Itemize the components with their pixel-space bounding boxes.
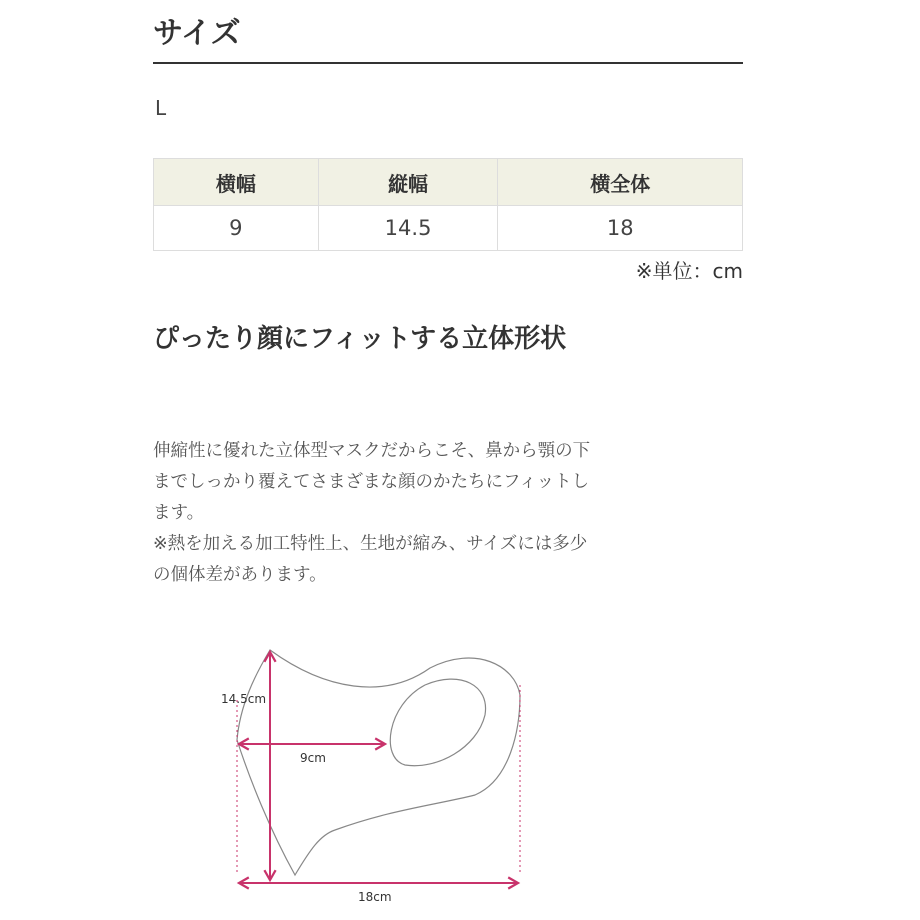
value-total-width: 18 bbox=[498, 206, 743, 251]
total-width-label: 18cm bbox=[358, 890, 392, 904]
value-height: 14.5 bbox=[318, 206, 498, 251]
size-table-header-row bbox=[154, 159, 743, 206]
unit-note: ※単位：cm bbox=[635, 259, 743, 283]
feature-heading: ぴったり顔にフィットする立体形状 bbox=[153, 324, 567, 354]
width-label: 9cm bbox=[300, 751, 326, 765]
height-label: 14.5cm bbox=[221, 692, 267, 706]
size-table-value-row bbox=[154, 206, 743, 251]
size-table bbox=[153, 158, 743, 251]
feature-description: 伸縮性に優れた立体型マスクだからこそ、鼻から顎の下までしっかり覆えてさまざまな顔のかたちにフィットします。 bbox=[153, 441, 591, 523]
section-title: サイズ bbox=[153, 16, 241, 51]
value-width: 9 bbox=[154, 206, 319, 251]
feature-note: ※熱を加える加工特性上、生地が縮み、サイズには多少の個体差があります。 bbox=[153, 534, 588, 585]
title-divider bbox=[153, 62, 743, 64]
mask-ear-loop bbox=[390, 679, 485, 766]
header-total-width: 横全体 bbox=[498, 159, 743, 206]
feature-body bbox=[153, 436, 593, 591]
mask-size-diagram bbox=[215, 630, 545, 915]
mask-outline bbox=[237, 650, 520, 875]
size-value: L bbox=[155, 96, 167, 120]
header-height: 縦幅 bbox=[318, 159, 498, 206]
header-width: 横幅 bbox=[154, 159, 319, 206]
